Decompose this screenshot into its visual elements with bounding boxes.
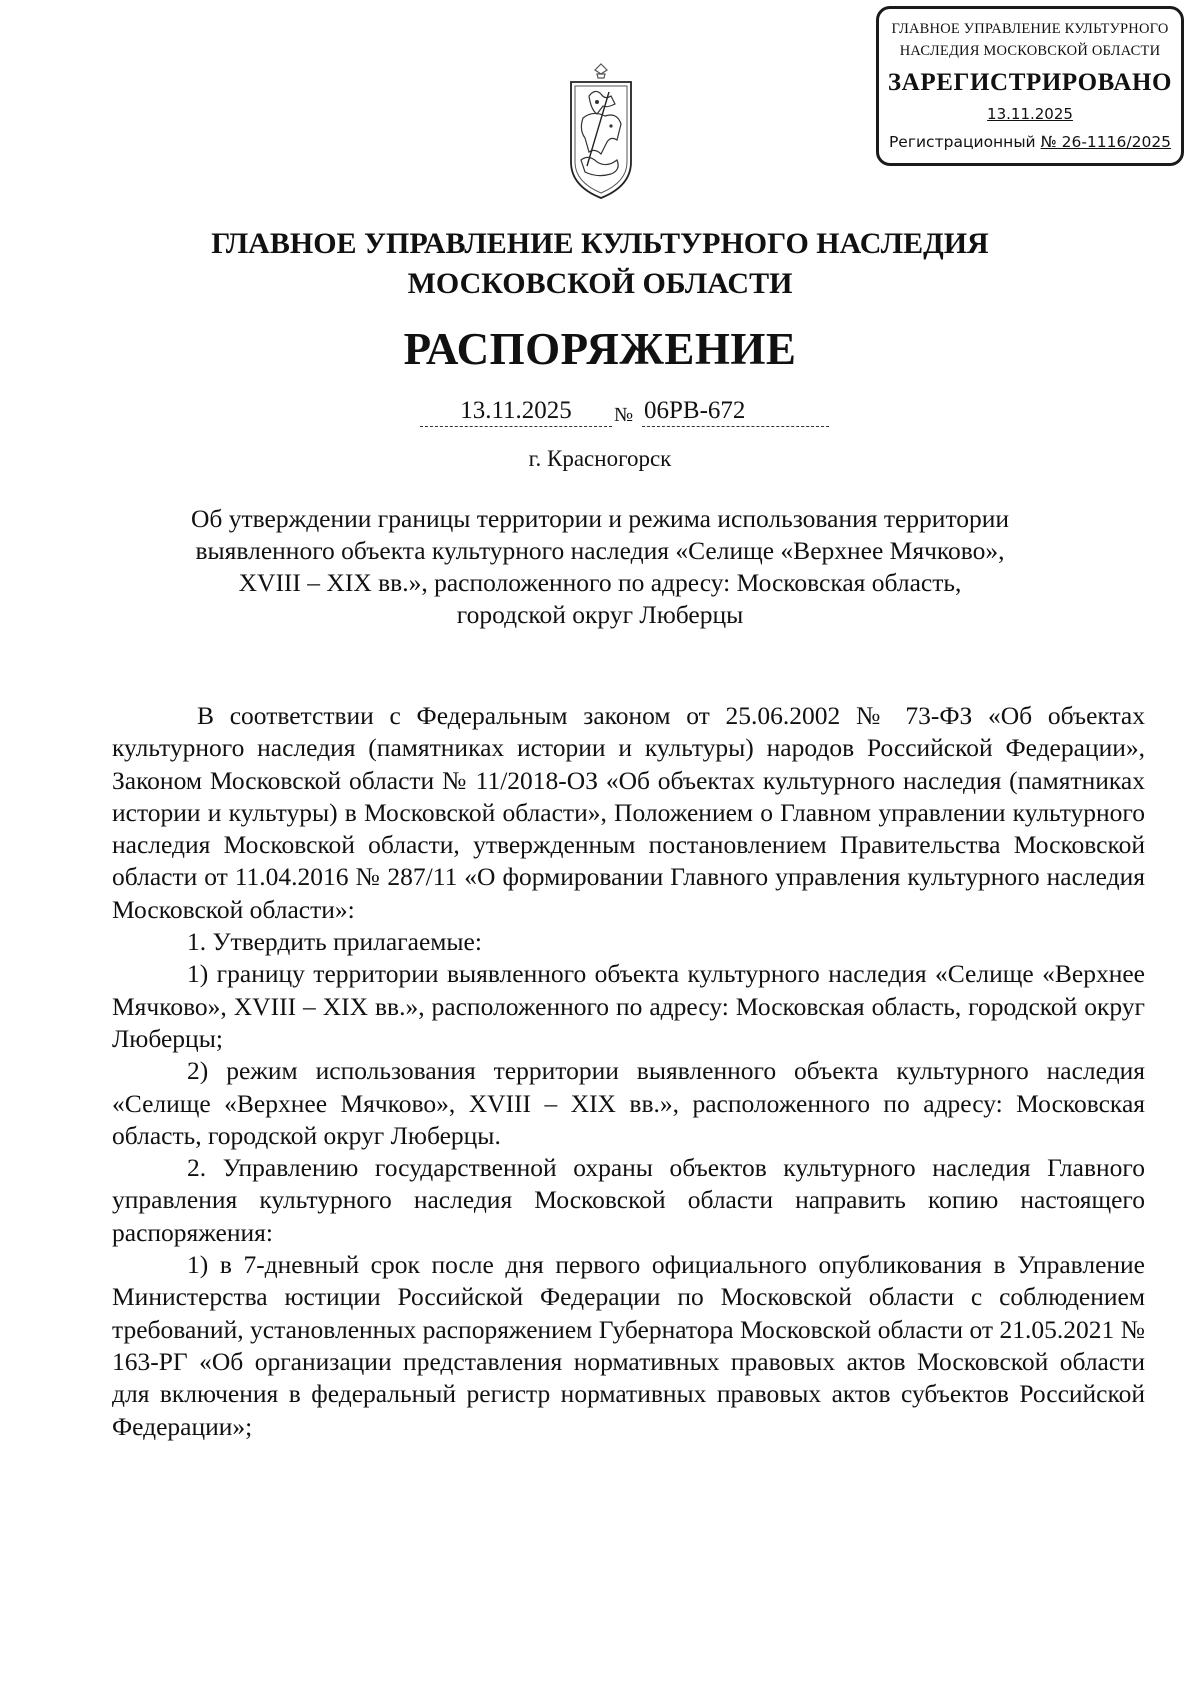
- clause-2-item-1: 1) в 7-дневный срок после дня первого официального опубликования в Управление Министерства юстиции Российской Федерации по Московской области с соблюдением требований, установленных распоряжением Губернатора Московской области от 21.05.2021 № 163-РГ «Об организации представления нормативных правовых актов Московской области для включения в федеральный регистр нормативных правовых актов субъектов Российской Федерации»;: [112, 1250, 1145, 1441]
- issuing-organization: [0, 224, 1200, 304]
- clause-1: 1. Утвердить прилагаемые:: [187, 927, 482, 957]
- stamp-status: ЗАРЕГИСТРИРОВАНО: [887, 69, 1173, 96]
- stamp-date: 13.11.2025: [987, 105, 1073, 123]
- org-line2: МОСКОВСКОЙ ОБЛАСТИ: [407, 267, 793, 300]
- org-line1: ГЛАВНОЕ УПРАВЛЕНИЕ КУЛЬТУРНОГО НАСЛЕДИЯ: [211, 227, 989, 260]
- document-number: 06РВ-672: [642, 396, 829, 427]
- clause-1-item-1: 1) границу территории выявленного объекта культурного наследия «Селище «Верхнее Мячково», XVIII – XIX вв.», расположенного по адресу: Московская область, городской округ Люберцы;: [112, 959, 1145, 1053]
- issue-city: г. Красногорск: [528, 446, 672, 471]
- stamp-reg-value: № 26-1116/2025: [1040, 133, 1172, 151]
- number-sign: №: [614, 404, 634, 426]
- preamble-paragraph: В соответствии с Федеральным законом от 25.06.2002 № 73-ФЗ «Об объектах культурного наследия (памятниках истории и культуры) народов Российской Федерации», Законом Московской области № 11/2018-ОЗ «Об объектах культурного наследия (памятниках истории и культуры) в Московской области», Положением о Главном управлении культурного наследия Московской области, утвержденным постановлением Правительства Московской области от 11.04.2016 № 287/11 «О формировании Главного управления культурного наследия Московской области»:: [112, 701, 1145, 924]
- subject-line4: городской округ Люберцы: [456, 600, 744, 629]
- subject-line3: XVIII – XIX вв.», расположенного по адресу: Московская область,: [238, 568, 962, 597]
- document-subject: [130, 503, 1070, 631]
- document-date: 13.11.2025: [420, 396, 612, 427]
- stamp-org-line2: НАСЛЕДИЯ МОСКОВСКОЙ ОБЛАСТИ: [899, 43, 1161, 59]
- stamp-organization: [879, 17, 1181, 63]
- subject-line2: выявленного объекта культурного наследия «Селище «Верхнее Мячково»,: [195, 536, 1005, 565]
- document-body: [112, 700, 1145, 1443]
- clause-1-item-2: 2) режим использования территории выявленного объекта культурного наследия «Селище «Верхнее Мячково», XVIII – XIX вв.», расположенного по адресу: Московская область, городской округ Люберцы.: [112, 1056, 1145, 1150]
- document-type: РАСПОРЯЖЕНИЕ: [403, 324, 797, 374]
- registration-stamp: [876, 6, 1184, 166]
- subject-line1: Об утверждении границы территории и режима использования территории: [190, 504, 1010, 533]
- moscow-oblast-coat-of-arms-icon: [567, 62, 635, 202]
- stamp-org-line1: ГЛАВНОЕ УПРАВЛЕНИЕ КУЛЬТУРНОГО: [891, 21, 1169, 37]
- stamp-reg-label: Регистрационный: [888, 133, 1041, 151]
- stamp-registration-number: [879, 133, 1181, 151]
- clause-2: 2. Управлению государственной охраны объектов культурного наследия Главного управления культурного наследия Московской области направить копию настоящего распоряжения:: [112, 1153, 1145, 1247]
